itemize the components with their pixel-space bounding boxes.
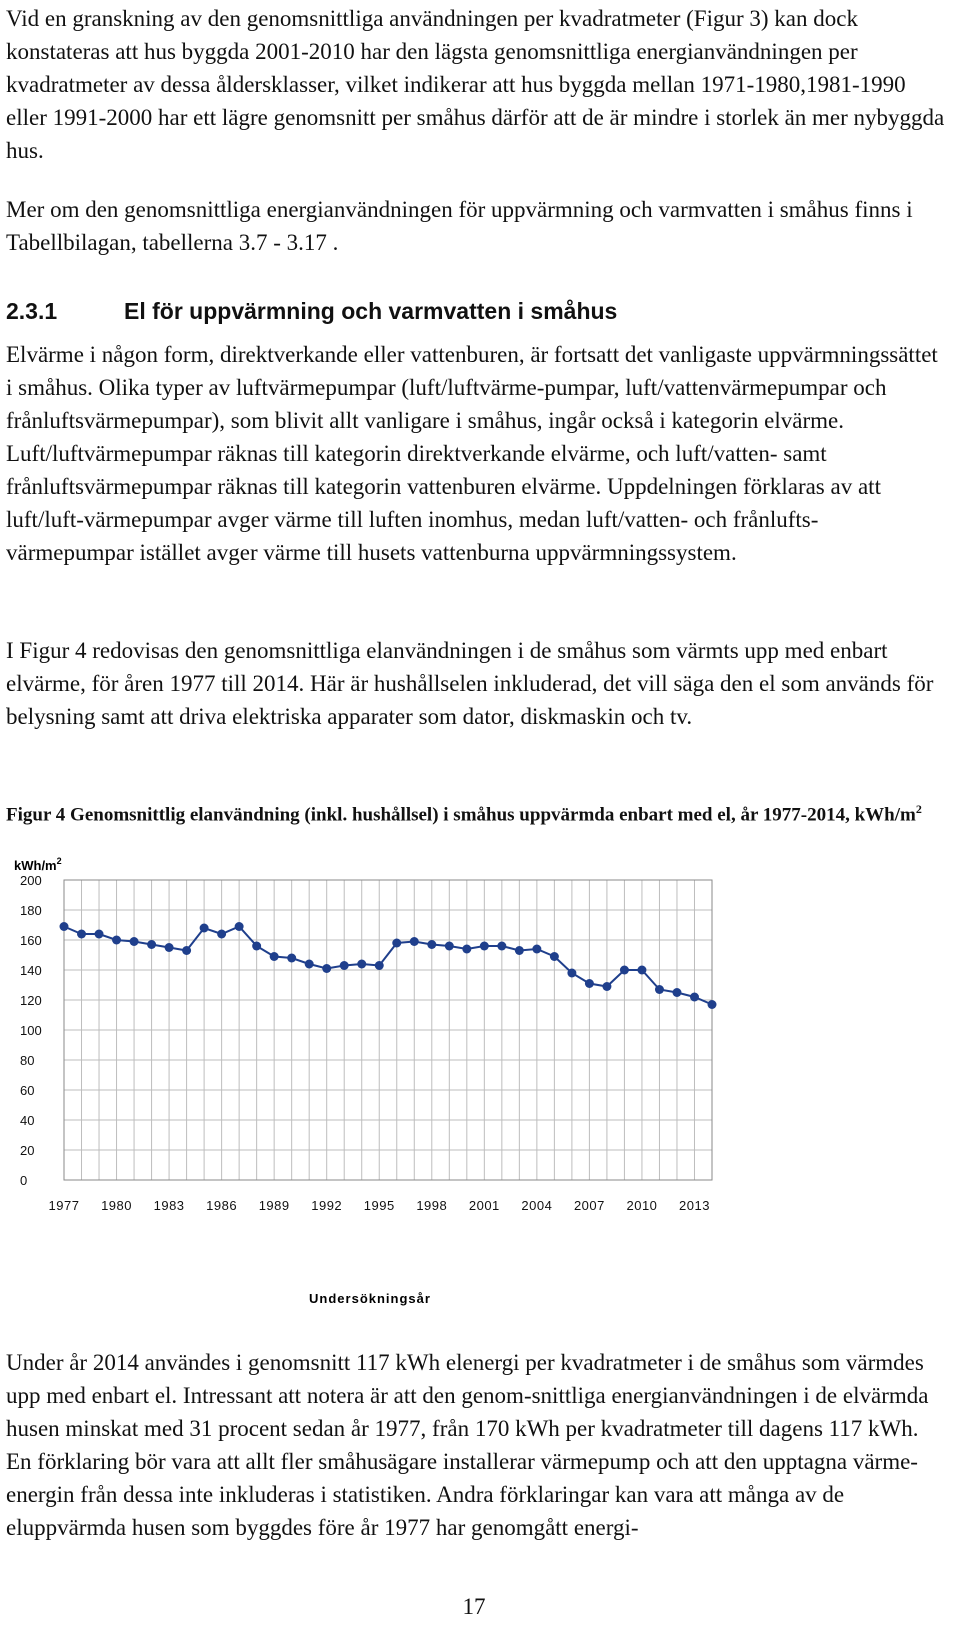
x-tick-labels [49,1198,710,1213]
data-point [445,942,454,951]
data-point [567,969,576,978]
data-point [462,945,471,954]
data-point [200,924,209,933]
y-tick-label: 120 [20,993,42,1008]
y-axis-label: kWh/$m^2$ [14,856,62,873]
data-point [497,942,506,951]
x-tick-label: 1977 [48,1198,80,1213]
x-tick-label: 2010 [626,1198,658,1213]
data-point [585,979,594,988]
data-point [165,943,174,952]
y-tick-label: 40 [20,1113,35,1128]
section-number: 2.3.1 [6,298,58,324]
data-point [60,922,69,931]
data-point [690,993,699,1002]
data-point [95,930,104,939]
data-point [287,954,296,963]
y-tick-label: 140 [20,963,42,978]
x-tick-label: 1983 [153,1198,185,1213]
data-point [620,966,629,975]
data-point [655,985,664,994]
data-point [410,937,419,946]
data-point [77,930,86,939]
x-tick-label: 2013 [679,1198,710,1213]
x-tick-label: 2007 [573,1198,605,1213]
data-point [550,952,559,961]
series-polyline [64,927,712,1005]
x-tick-label: 1980 [101,1198,133,1213]
data-point [480,942,489,951]
data-point [235,922,244,931]
y-tick-label: 100 [20,1023,42,1038]
y-tick-label: 0 [20,1173,28,1188]
figure-caption-superscript: 2 [915,802,922,816]
x-tick-label: 1986 [206,1198,238,1213]
data-point [270,952,279,961]
data-point [708,1000,717,1009]
paragraph-electric-heating: Elvärme i någon form, direktverkande eller vattenburen, är fortsatt det vanligaste uppvärmningssättet i småhus. Olika typer av luftvärmepumpar (luft/luftvärme-pumpar, luft/vattenvärmepumpar och frånluftsvärmepumpar), som blivit allt vanligare i småhus, ingår också i kategorin elvärme. Luft/luftvärmepumpar räknas till kategorin direktverkande elvärme, och luft/vatten- samt frånluftsvärmepumpar räknas till kategorin vattenburen elvärme. Uppdelningen förklaras av att luft/luft-värmepumpar avger värme till luften inomhus, medan luft/vatten- och frånlufts-värmepumpar istället avger värme till husets vattenburna uppvärmningssystem. [6,342,938,565]
x-tick-label: 1992 [311,1198,343,1213]
section-title: El för uppvärmning och varmvatten i småhus [124,298,618,324]
paragraph-figure-intro: I Figur 4 redovisas den genomsnittliga elanvändningen i de småhus som värmts upp med enbart elvärme, för åren 1977 till 2014. Här är hushållselen inkluderad, det vill säga den el som används för belysning samt att driva elektriska apparater som dator, diskmaskin och tv. [6,638,934,729]
y-tick-label: 20 [20,1143,35,1158]
page-number: 17 [462,1594,486,1619]
line-chart [6,856,766,1322]
paragraph-intro: Vid en granskning av den genomsnittliga användningen per kvadratmeter (Figur 3) kan dock konstateras att hus byggda 2001-2010 har den lägsta genomsnittliga energianvändningen per kvadratmeter av dessa åldersklasser, vilket indikerar att hus byggda mellan 1971-1980,1981-1990 eller 1991-2000 har ett lägre genomsnitt per småhus därför att de är mindre i storlek än mer nybyggda hus. [6,6,945,163]
data-point [637,966,646,975]
data-point [375,961,384,970]
figure-caption [6,796,946,828]
data-point [602,982,611,991]
data-point [427,940,436,949]
series-line [60,922,717,1009]
data-point [130,937,139,946]
data-point [515,946,524,955]
x-tick-label: 1995 [363,1198,395,1213]
x-axis-label: Undersökningsår [309,1291,431,1306]
y-tick-label: 160 [20,933,42,948]
data-point [252,942,261,951]
data-point [147,940,156,949]
data-point [182,946,191,955]
data-point [340,961,349,970]
data-point [322,964,331,973]
data-point [112,936,121,945]
y-tick-label: 80 [20,1053,35,1068]
paragraph-conclusion: Under år 2014 användes i genomsnitt 117 kWh elenergi per kvadratmeter i de småhus som värmdes upp med enbart el. Intressant att notera är att den genom-snittliga energianvändningen i de elvärmda husen minskat med 31 procent sedan år 1977, från 170 kWh per kvadratmeter till dagens 117 kWh. En förklaring bör vara att allt fler småhusägare installerar värmepump och att den upptagna värme-energin från dessa inte inkluderas i statistiken. Andra förklaringar kan vara att många av de eluppvärmda husen som byggdes före år 1977 har genomgått energi- [6,1350,929,1540]
chart-grid [64,880,712,1180]
x-tick-label: 1998 [416,1198,448,1213]
y-tick-labels [20,873,42,1188]
x-tick-label: 2004 [521,1198,553,1213]
y-tick-label: 60 [20,1083,35,1098]
data-point [672,988,681,997]
figure-caption-text: Figur 4 Genomsnittlig elanvändning (inkl. hushållsel) i småhus uppvärmda enbart med el, år 1977-2014, kWh/m [6,804,916,826]
paragraph-table-reference: Mer om den genomsnittliga energianvändningen för uppvärmning och varmvatten i småhus finns i Tabellbilagan, tabellerna 3.7 - 3.17 . [6,197,913,255]
data-point [305,960,314,969]
x-tick-label: 1989 [258,1198,290,1213]
section-heading [6,296,946,326]
data-point [357,960,366,969]
data-point [532,945,541,954]
data-point [217,930,226,939]
y-tick-label: 200 [20,873,42,888]
x-tick-label: 2001 [468,1198,500,1213]
y-tick-label: 180 [20,903,42,918]
data-point [392,939,401,948]
